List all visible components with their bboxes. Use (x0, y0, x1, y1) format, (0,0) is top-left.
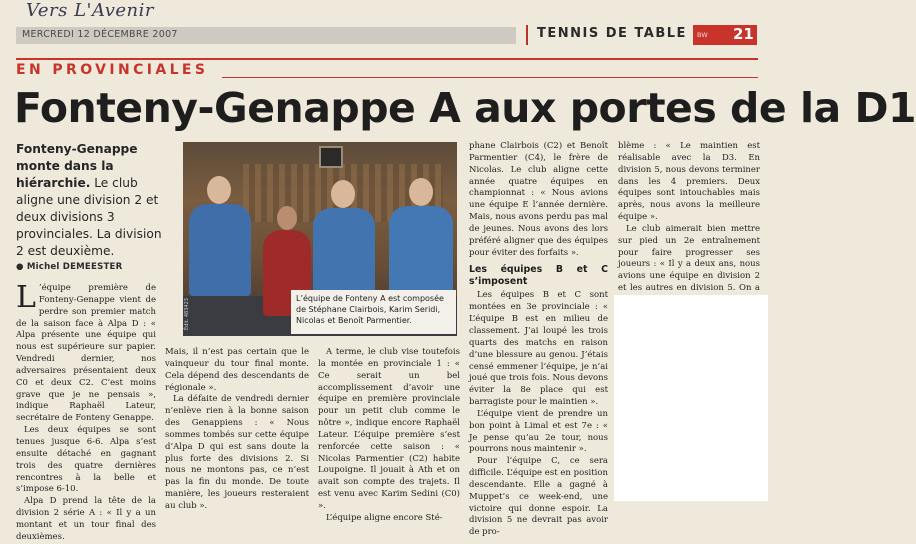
lead-bold: Fonteny-Genappe monte dans la hiérarchie. (16, 142, 138, 190)
article-column-4 (469, 141, 608, 539)
section-title: TENNIS DE TABLE (537, 26, 687, 41)
kicker-rule-right (222, 77, 758, 78)
subhead: Les équipes B et C s’imposent (469, 264, 608, 287)
paragraph: Mais, il n’est pas certain que le vainqueur du tour final monte. Cela dépend des descendants de régionale ». (165, 347, 309, 393)
paragraph: Les deux équipes se sont tenues jusque 6-6. Alpa s’est ensuite détaché en gagnant trois des quatre dernières rencontres à la belle et s’impose 6-10. (16, 425, 156, 495)
article-column-3 (318, 347, 460, 525)
window (319, 146, 343, 168)
lead-text: Le club aligne une division 2 et deux divisions 3 provinciales. La division 2 est deuxième. (16, 176, 162, 258)
paragraph: Les équipes B et C sont montées en 3e provinciale : « L’équipe B est en milieu de classement. J’ai loupé les trois quarts des matchs en raison d’une blessure au genou. J’étais censé emmener l’équipe, je n’ai joué que trois fois. Nous devons éviter la 8e place qui est barragiste pour le maintien ». (469, 290, 608, 408)
headline: Fonteny-Genappe A aux portes de la D1 (14, 84, 916, 132)
paragraph: A terme, le club vise toutefois la montée en provinciale 1 : « Ce serait un bel accomplissement d’avoir une équipe en première provinciale pour un petit club comme le nôtre », indique encore Raphaël Lateur. L’équipe première s’est renforcée cette saison : « Nicolas Parmentier (C2) habite Loupoigne. Il jouait à Ath et on avait son compte des trajets. Il est venu avec Karim Sedini (C0) ». (318, 347, 460, 511)
paragraph: phane Clairbois (C2) et Benoît Parmentier (C4), le frère de Nicolas. Le club aligne cette année quatre équipes en championnat : « Nous avions une équipe E l’année dernière. Mais, nous avons perdu pas mal de jeunes. Nous avons des lors préféré aligner que des équipes pour éviter des forfaits ». (469, 141, 608, 258)
page-number: 21 (733, 25, 754, 43)
dropcap: L (16, 280, 36, 315)
paragraph: L ’équipe première de Fonteny-Genappe vient de perdre son premier match de la saison face à Alpa D : « Alpa présente une équipe qui nous est supérieure sur papier. Vendredi dernier, nos adversaires présentaient deux C0 et deux C2. C’est moins grave que je ne pensais », indique Raphaël Lateur, secrétaire de Fonteny Genappe. (16, 280, 156, 424)
article-column-5 (618, 141, 760, 307)
paragraph: La défaite de vendredi dernier n’enlève rien à la bonne saison des Genappiens : « Nous sommes tombés sur cette équipe d’Alpa D qui est sans doute la plus forte des divisions 2. Si nous ne montons pas, ce n’est pas la fin du monde. De toute manière, les joueurs resteraient au club ». (165, 394, 309, 511)
lead-paragraph (16, 141, 172, 260)
author-byline: ● Michel DEMEESTER (16, 262, 123, 272)
paragraph: blème : « Le maintien est réalisable avec la D3. En division 5, nous devons terminer dans les 4 premiers. Deux équipes sont intouchables mais après, nous avons la meilleure équipe ». (618, 141, 760, 223)
paragraph: Pour l’équipe C, ce sera difficile. L’équipe est en position descendante. Elle a gagné à Muppet’s ce week-end, une victoire qui donne espoir. La division 5 ne devrait pas avoir de pro- (469, 456, 608, 538)
paragraph: L’équipe aligne encore Sté- (326, 512, 443, 523)
paragraph: L’équipe vient de prendre un bon point à Limal et est 7e : « Je pense qu’au 2e tour, nous pourrons nous maintenir ». (469, 408, 608, 455)
photo-credit (184, 320, 190, 330)
edition-code: BW (697, 31, 708, 39)
paragraph: Le club aimerait bien mettre sur pied un 2e entraînement pour faire progresser ses joueurs : « Il y a deux ans, nous avions une équipe en division 2 et les autres en division 5. On a (618, 224, 760, 307)
paragraph: Alpa D prend la tête de la division 2 série A : « Il y a un montant et un tour final des deuxièmes. (16, 496, 156, 542)
blank-area (614, 295, 768, 501)
kicker: EN PROVINCIALES (16, 62, 209, 78)
handwritten-source-note: Vers L'Avenir (26, 0, 155, 21)
photo-caption: L’équipe de Fonteny A est composée de Stéphane Clairbois, Karim Seridi, Nicolas et Benoît Parmentier. (291, 290, 456, 334)
article-column-1 (16, 280, 156, 544)
kicker-rule (16, 58, 758, 60)
publication-date: MERCREDI 12 DÉCEMBRE 2007 (22, 29, 178, 40)
article-column-2 (165, 347, 309, 513)
